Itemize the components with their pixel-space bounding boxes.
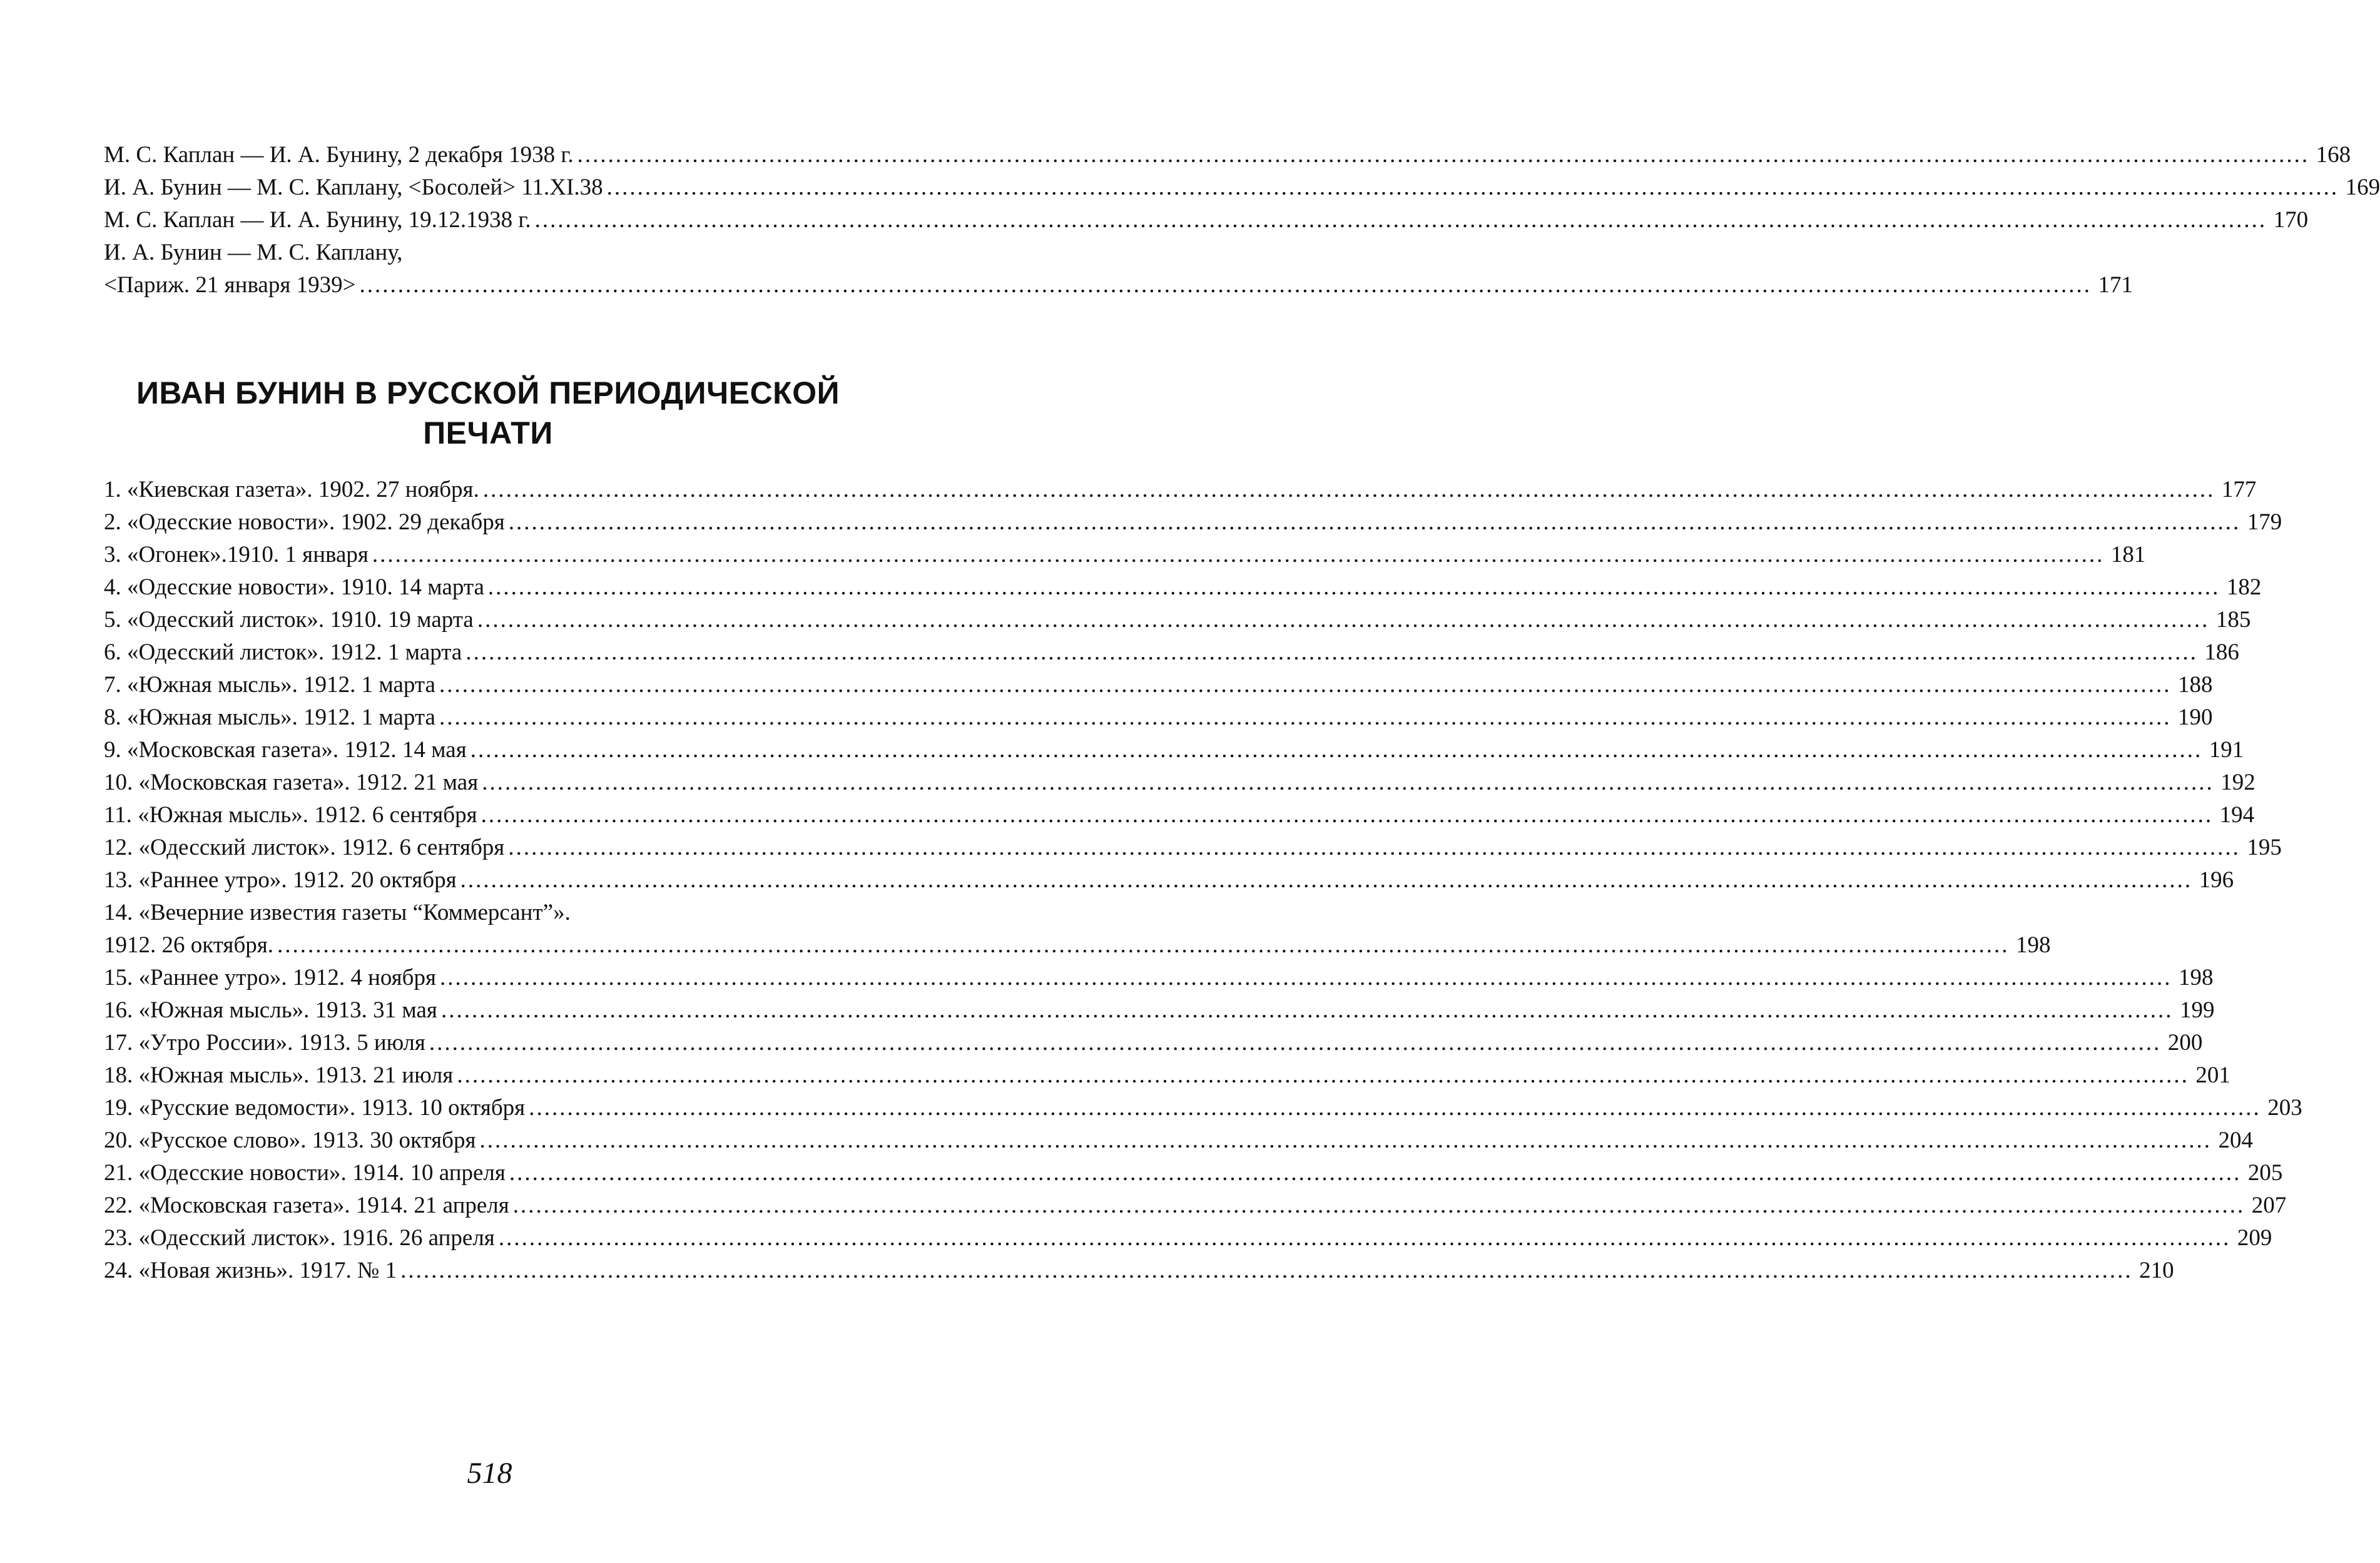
section-heading-line-2: ПЕЧАТИ	[423, 415, 553, 451]
toc-entry	[104, 474, 2257, 506]
toc-entry-title: 22. «Московская газета». 1914. 21 апреля	[104, 1193, 509, 1218]
toc-entry-title: М. С. Каплан — И. А. Бунину, 19.12.1938 г.	[104, 207, 531, 233]
toc-entry-page: 181	[2110, 542, 2146, 568]
toc-entry	[104, 636, 2239, 669]
toc-entry-page: 198	[2016, 932, 2051, 958]
dot-leader	[529, 1092, 2261, 1124]
dot-leader	[465, 636, 2198, 669]
dot-leader	[607, 171, 2339, 204]
toc-entry-page: 201	[2195, 1062, 2230, 1088]
toc-entry-title: И. А. Бунин — М. С. Каплану, <Босолей> 11.XI.38	[104, 175, 603, 200]
toc-entry	[104, 1189, 2287, 1222]
toc-entry	[104, 669, 2213, 701]
dot-leader	[483, 474, 2215, 506]
toc-entry-page: 204	[2218, 1128, 2254, 1153]
dot-leader	[513, 1189, 2245, 1222]
dot-leader	[457, 1059, 2189, 1092]
toc-entry-page: 169	[2345, 175, 2380, 200]
toc-entry-page: 179	[2247, 509, 2282, 535]
dot-leader	[508, 832, 2240, 864]
toc-entry-title: 23. «Одесский листок». 1916. 26 апреля	[104, 1225, 495, 1251]
toc-entry-page: 182	[2226, 574, 2262, 600]
toc-entry-page: 195	[2247, 835, 2282, 860]
toc-entry-title: 6. «Одесский листок». 1912. 1 марта	[104, 639, 462, 665]
toc-entry	[104, 171, 2380, 204]
dot-leader	[441, 994, 2174, 1027]
toc-entry	[104, 269, 2133, 302]
toc-entry-page: 185	[2215, 607, 2251, 633]
toc-entry-title: <Париж. 21 января 1939>	[104, 272, 356, 298]
toc-entry	[104, 1222, 2272, 1255]
toc-entry-page: 194	[2219, 802, 2255, 828]
toc-entry-title: 4. «Одесские новости». 1910. 14 марта	[104, 574, 484, 600]
toc-entry-page: 177	[2221, 477, 2257, 502]
dot-leader	[277, 929, 2010, 962]
toc-entry-title: 10. «Московская газета». 1912. 21 мая	[104, 770, 479, 795]
toc-entry	[104, 506, 2282, 539]
toc-entry-title: 5. «Одесский листок». 1910. 19 марта	[104, 607, 474, 633]
toc-letters-list	[104, 139, 2380, 302]
toc-entry-title: 9. «Московская газета». 1912. 14 мая	[104, 737, 467, 763]
dot-leader	[372, 539, 2105, 571]
dot-leader	[400, 1255, 2133, 1287]
toc-entry-page: 170	[2273, 207, 2309, 233]
toc-entry	[104, 1124, 2254, 1157]
toc-entry-page: 205	[2247, 1160, 2283, 1186]
toc-entry-title: 21. «Одесские новости». 1914. 10 апреля	[104, 1160, 506, 1186]
dot-leader	[535, 204, 2267, 237]
dot-leader	[429, 1027, 2162, 1059]
section-heading	[88, 373, 888, 453]
toc-entry-page: 192	[2220, 770, 2255, 795]
toc-entry-title: 15. «Раннее утро». 1912. 4 ноября	[104, 965, 437, 990]
page-number: 518	[467, 1457, 512, 1490]
toc-entry-title: 8. «Южная мысль». 1912. 1 марта	[104, 705, 435, 730]
toc-entry-title: И. А. Бунин — М. С. Каплану,	[104, 240, 403, 265]
dot-leader	[499, 1222, 2231, 1255]
toc-entry-page: 188	[2177, 672, 2213, 698]
toc-entry-page: 168	[2316, 142, 2351, 168]
toc-entry-page: 203	[2267, 1095, 2302, 1121]
toc-entry-page: 190	[2177, 705, 2213, 730]
toc-entry-page: 171	[2098, 272, 2133, 298]
dot-leader	[460, 864, 2193, 897]
dot-leader	[577, 139, 2310, 171]
toc-entry-title: 14. «Вечерние известия газеты “Коммерсант”».	[104, 900, 571, 925]
dot-leader	[509, 506, 2241, 539]
toc-entry	[104, 1255, 2174, 1287]
toc-entry-page: 186	[2204, 639, 2239, 665]
toc-entry-title: 2. «Одесские новости». 1902. 29 декабря	[104, 509, 505, 535]
dot-leader	[470, 734, 2203, 766]
toc-entry	[104, 237, 872, 269]
toc-entry-title: 16. «Южная мысль». 1913. 31 мая	[104, 997, 437, 1023]
toc-entry-title: 12. «Одесский листок». 1912. 6 сентября	[104, 835, 505, 860]
toc-entry	[104, 1092, 2302, 1124]
toc-entry-title: 24. «Новая жизнь». 1917. № 1	[104, 1258, 397, 1283]
section-heading-line-1: ИВАН БУНИН В РУССКОЙ ПЕРИОДИЧЕСКОЙ	[136, 375, 840, 410]
toc-entry	[104, 539, 2146, 571]
toc-entry-title: 1912. 26 октября.	[104, 932, 274, 958]
toc-entry	[104, 799, 2255, 832]
toc-entry-title: 7. «Южная мысль». 1912. 1 марта	[104, 672, 435, 698]
toc-entry	[104, 604, 2251, 636]
toc-entry	[104, 701, 2213, 734]
toc-entry	[104, 204, 2309, 237]
toc-entry-page: 207	[2251, 1193, 2287, 1218]
toc-entry	[104, 1157, 2283, 1189]
toc-entry-title: 1. «Киевская газета». 1902. 27 ноября.	[104, 477, 479, 502]
toc-entry-title: 19. «Русские ведомости». 1913. 10 октября	[104, 1095, 526, 1121]
toc-periodicals-list	[104, 474, 2302, 1287]
toc-entry-title: 3. «Огонек».1910. 1 января	[104, 542, 369, 568]
toc-entry-title: 11. «Южная мысль». 1912. 6 сентября	[104, 802, 477, 828]
dot-leader	[439, 701, 2172, 734]
toc-entry-page: 199	[2179, 997, 2215, 1023]
toc-entry	[104, 864, 2234, 897]
toc-entry-page: 198	[2179, 965, 2214, 990]
toc-entry	[104, 929, 2051, 962]
toc-entry-title: 20. «Русское слово». 1913. 30 октября	[104, 1128, 476, 1153]
toc-entry	[104, 766, 2255, 799]
toc-entry	[104, 832, 2282, 864]
toc-entry-page: 209	[2237, 1225, 2272, 1251]
toc-entry-title: М. С. Каплан — И. А. Бунину, 2 декабря 1938 г.	[104, 142, 574, 168]
dot-leader	[481, 799, 2214, 832]
toc-entry	[104, 1027, 2203, 1059]
toc-entry	[104, 897, 872, 929]
toc-entry	[104, 994, 2215, 1027]
dot-leader	[482, 766, 2214, 799]
toc-entry	[104, 139, 2351, 171]
toc-entry	[104, 734, 2244, 766]
toc-entry-page: 196	[2199, 867, 2234, 893]
toc-entry-title: 13. «Раннее утро». 1912. 20 октября	[104, 867, 457, 893]
dot-leader	[477, 604, 2210, 636]
dot-leader	[480, 1124, 2212, 1157]
toc-entry-page: 200	[2167, 1030, 2203, 1056]
toc-entry	[104, 962, 2214, 994]
dot-leader	[509, 1157, 2242, 1189]
dot-leader	[488, 571, 2220, 604]
toc-entry	[104, 1059, 2230, 1092]
dot-leader	[439, 669, 2172, 701]
toc-entry-title: 18. «Южная мысль». 1913. 21 июля	[104, 1062, 454, 1088]
toc-entry-page: 191	[2209, 737, 2244, 763]
toc-entry-page: 210	[2139, 1258, 2174, 1283]
dot-leader	[440, 962, 2172, 994]
toc-entry	[104, 571, 2262, 604]
toc-entry-title: 17. «Утро России». 1913. 5 июля	[104, 1030, 425, 1056]
dot-leader	[359, 269, 2092, 302]
